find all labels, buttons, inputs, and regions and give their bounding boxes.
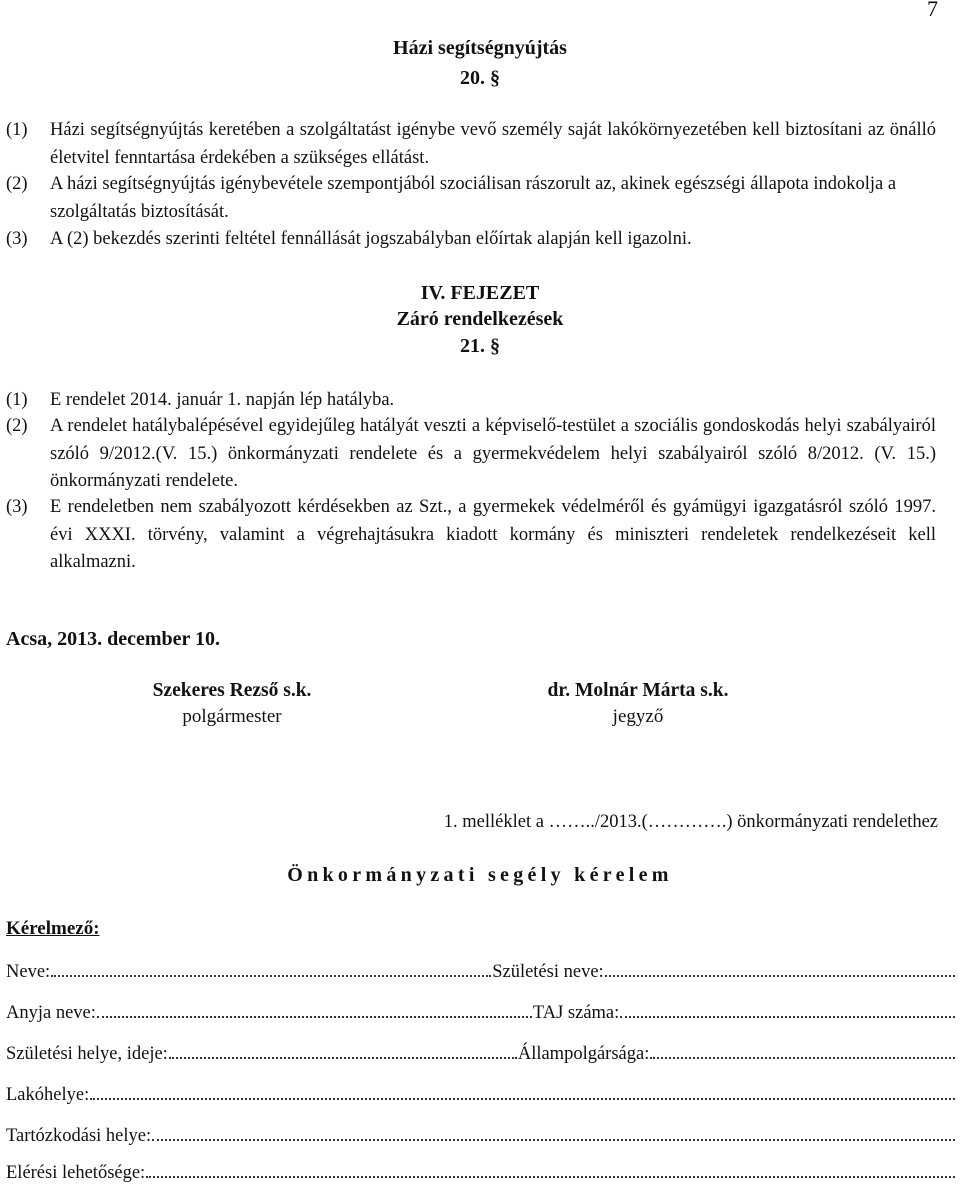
signer-role: polgármester	[182, 706, 282, 727]
birth-place-date-label: Születési helye, ideje:	[6, 1044, 168, 1064]
paragraph-number: (1)	[6, 120, 28, 140]
paragraph-20-1	[6, 117, 936, 172]
signer-name: Szekeres Rezső s.k.	[152, 680, 312, 701]
paragraph-number: (3)	[6, 229, 28, 249]
applicant-heading: Kérelmező:	[6, 918, 100, 939]
signer-role: jegyző	[612, 706, 664, 727]
signer-name: dr. Molnár Márta s.k.	[547, 680, 729, 701]
chapter-title: Záró rendelkezések	[396, 308, 564, 330]
chapter-number: IV. FEJEZET	[420, 282, 540, 304]
paragraph-20-3	[6, 226, 936, 254]
signature-mayor	[92, 678, 372, 730]
form-title: Önkormányzati segély kérelem	[287, 864, 673, 886]
paragraph-text: E rendeletben nem szabályozott kérdésekben az Szt., a gyermekek védelméről és gyámügyi igazgatásról szóló 1997. évi XXXI. törvény, valamint a végrehajtásukra kiadott kormány és miniszteri rendeletek rendelkezéseit kell alkalmazni.	[50, 497, 936, 572]
paragraph-21-1	[6, 387, 936, 415]
contact-label: Elérési lehetősége:	[6, 1163, 146, 1183]
paragraph-text: A rendelet hatálybalépésével egyidejűleg hatályát veszti a képviselő-testület a szociális gondoskodás helyi szabályairól szóló 9/2012.(V. 15.) önkormányzati rendelete és a gyermekvédelem helyi szabályairól szóló 8/2012. (V. 15.) önkormányzati rendelete.	[50, 416, 936, 491]
paragraph-number: (1)	[6, 390, 28, 410]
taj-label: TAJ száma:	[532, 1003, 620, 1023]
stay-place-label: Tartózkodási helye:	[6, 1126, 152, 1146]
paragraph-20-2	[6, 171, 936, 226]
paragraph-number: (2)	[6, 174, 28, 194]
page-number: 7	[927, 0, 938, 21]
paragraph-text: E rendelet 2014. január 1. napján lép hatályba.	[50, 390, 395, 410]
form-row-mother	[6, 996, 956, 1024]
name-field[interactable]	[51, 975, 491, 977]
signature-notary	[498, 678, 778, 730]
paragraph-number: (2)	[6, 416, 28, 436]
paragraph-21-3	[6, 494, 936, 577]
contact-field[interactable]	[146, 1176, 955, 1178]
paragraph-text: Házi segítségnyújtás keretében a szolgáltatást igénybe vevő személy saját lakókörnyezetében kell biztosítani az önálló életvitel fenntartása érdekében a szükséges ellátást.	[50, 120, 936, 168]
form-row-stay	[6, 1119, 956, 1147]
mother-name-field[interactable]	[97, 1016, 532, 1018]
form-row-residence	[6, 1078, 956, 1106]
residence-field[interactable]	[90, 1098, 955, 1100]
form-row-birth	[6, 1037, 956, 1065]
paragraph-text: A (2) bekezdés szerinti feltétel fennállását jogszabályban előírtak alapján kell igazolni.	[50, 229, 692, 249]
paragraph-text: A házi segítségnyújtás igénybevétele szempontjából szociálisan rászorult az, akinek egészségi állapota indokolja a szolgáltatás biztosítását.	[50, 174, 897, 222]
residence-label: Lakóhelye:	[6, 1085, 90, 1105]
citizenship-label: Állampolgársága:	[517, 1044, 650, 1064]
form-row-contact	[6, 1156, 956, 1184]
name-label: Neve:	[6, 962, 51, 982]
form-row-name	[6, 955, 956, 983]
stay-place-field[interactable]	[152, 1139, 955, 1141]
taj-field[interactable]	[620, 1016, 955, 1018]
mother-name-label: Anyja neve:	[6, 1003, 96, 1023]
birth-name-field[interactable]	[605, 975, 955, 977]
birth-place-date-field[interactable]	[169, 1057, 517, 1059]
annex-reference: 1. melléklet a ……../2013.(………….) önkormányzati rendelethez	[443, 812, 938, 832]
paragraph-number: (3)	[6, 497, 28, 517]
section-number: 21. §	[460, 335, 500, 357]
paragraph-21-2	[6, 413, 936, 496]
birth-name-label: Születési neve:	[492, 962, 604, 982]
section-title: Házi segítségnyújtás	[393, 37, 567, 59]
citizenship-field[interactable]	[650, 1057, 955, 1059]
section-number: 20. §	[460, 67, 500, 89]
place-date: Acsa, 2013. december 10.	[6, 628, 221, 650]
